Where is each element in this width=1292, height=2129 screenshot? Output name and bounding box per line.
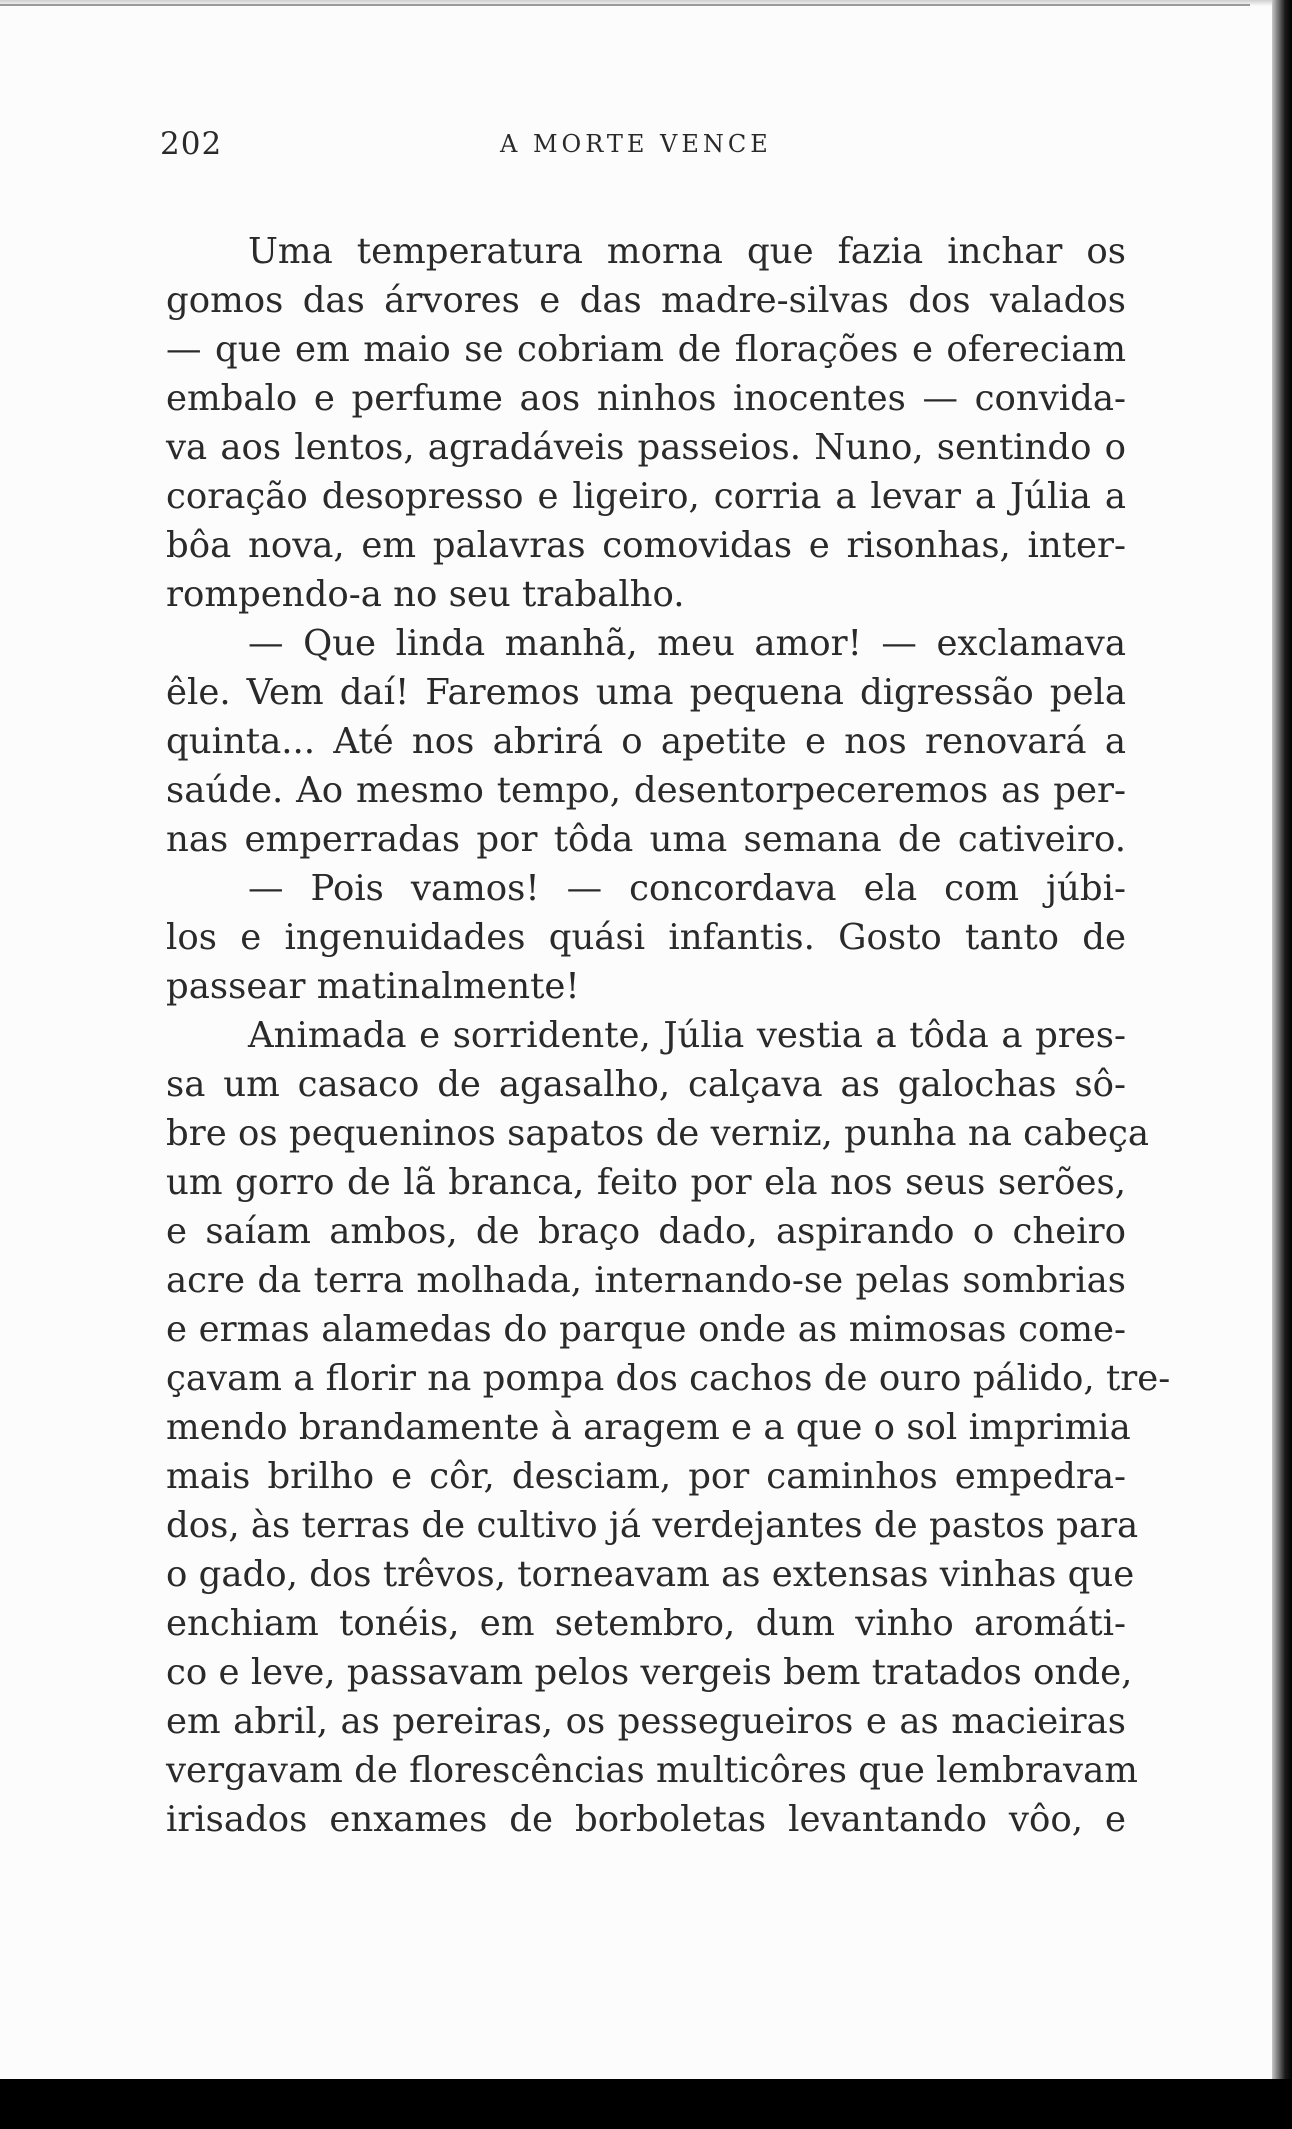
text-line: rompendo-a no seu trabalho. <box>166 574 685 615</box>
running-title: A MORTE VENCE <box>500 130 772 158</box>
text-line: o gado, dos trêvos, torneavam as extensas vinhas que <box>166 1554 1135 1595</box>
page-number: 202 <box>160 126 223 162</box>
text-line: — que em maio se cobriam de florações e ofereciam <box>166 329 1126 370</box>
page-top-rule <box>0 4 1250 6</box>
text-line: sa um casaco de agasalho, calçava as galochas sô- <box>166 1064 1126 1105</box>
text-line: çavam a florir na pompa dos cachos de ouro pálido, tre- <box>166 1358 1171 1399</box>
text-line: mais brilho e côr, desciam, por caminhos empedra- <box>166 1456 1126 1497</box>
text-line: dos, às terras de cultivo já verdejantes de pastos para <box>166 1505 1139 1546</box>
text-line: irisados enxames de borboletas levantando vôo, e <box>166 1799 1126 1840</box>
text-line: e saíam ambos, de braço dado, aspirando o cheiro <box>166 1211 1126 1252</box>
text-line: coração desopresso e ligeiro, corria a levar a Júlia a <box>166 476 1126 517</box>
text-line: Animada e sorridente, Júlia vestia a tôda a pres- <box>248 1015 1126 1056</box>
text-line: co e leve, passavam pelos vergeis bem tratados onde, <box>166 1652 1133 1693</box>
scan-bottom-band <box>0 2079 1292 2129</box>
text-line: va aos lentos, agradáveis passeios. Nuno, sentindo o <box>166 427 1126 468</box>
text-line: êle. Vem daí! Faremos uma pequena digressão pela <box>166 672 1126 713</box>
text-line: enchiam tonéis, em setembro, dum vinho aromáti- <box>166 1603 1126 1644</box>
page-header <box>160 126 1120 166</box>
text-line: acre da terra molhada, internando-se pelas sombrias <box>166 1260 1126 1301</box>
text-line: e ermas alamedas do parque onde as mimosas come- <box>166 1309 1126 1350</box>
body-text <box>166 227 1171 1844</box>
text-line: quinta... Até nos abrirá o apetite e nos renovará a <box>166 721 1126 762</box>
text-line: em abril, as pereiras, os pessegueiros e as macieiras <box>166 1701 1126 1742</box>
text-line: Uma temperatura morna que fazia inchar os <box>248 231 1126 272</box>
text-line: bôa nova, em palavras comovidas e risonhas, inter- <box>166 525 1126 566</box>
text-line: — Que linda manhã, meu amor! — exclamava <box>248 623 1126 664</box>
text-line: bre os pequeninos sapatos de verniz, punha na cabeça <box>166 1113 1150 1154</box>
page-spine-shadow <box>1272 0 1292 2129</box>
text-line: nas emperradas por tôda uma semana de cativeiro. <box>166 819 1126 860</box>
text-line: — Pois vamos! — concordava ela com júbi- <box>248 868 1126 909</box>
text-line: mendo brandamente à aragem e a que o sol imprimia <box>166 1407 1131 1448</box>
text-line: vergavam de florescências multicôres que lembravam <box>166 1750 1138 1791</box>
text-line: los e ingenuidades quási infantis. Gosto tanto de <box>166 917 1126 958</box>
text-line: saúde. Ao mesmo tempo, desentorpeceremos as per- <box>166 770 1126 811</box>
text-line: embalo e perfume aos ninhos inocentes — convida- <box>166 378 1126 419</box>
text-line: um gorro de lã branca, feito por ela nos seus serões, <box>166 1162 1126 1203</box>
text-line: passear matinalmente! <box>166 966 580 1007</box>
text-line: gomos das árvores e das madre-silvas dos valados <box>166 280 1126 321</box>
